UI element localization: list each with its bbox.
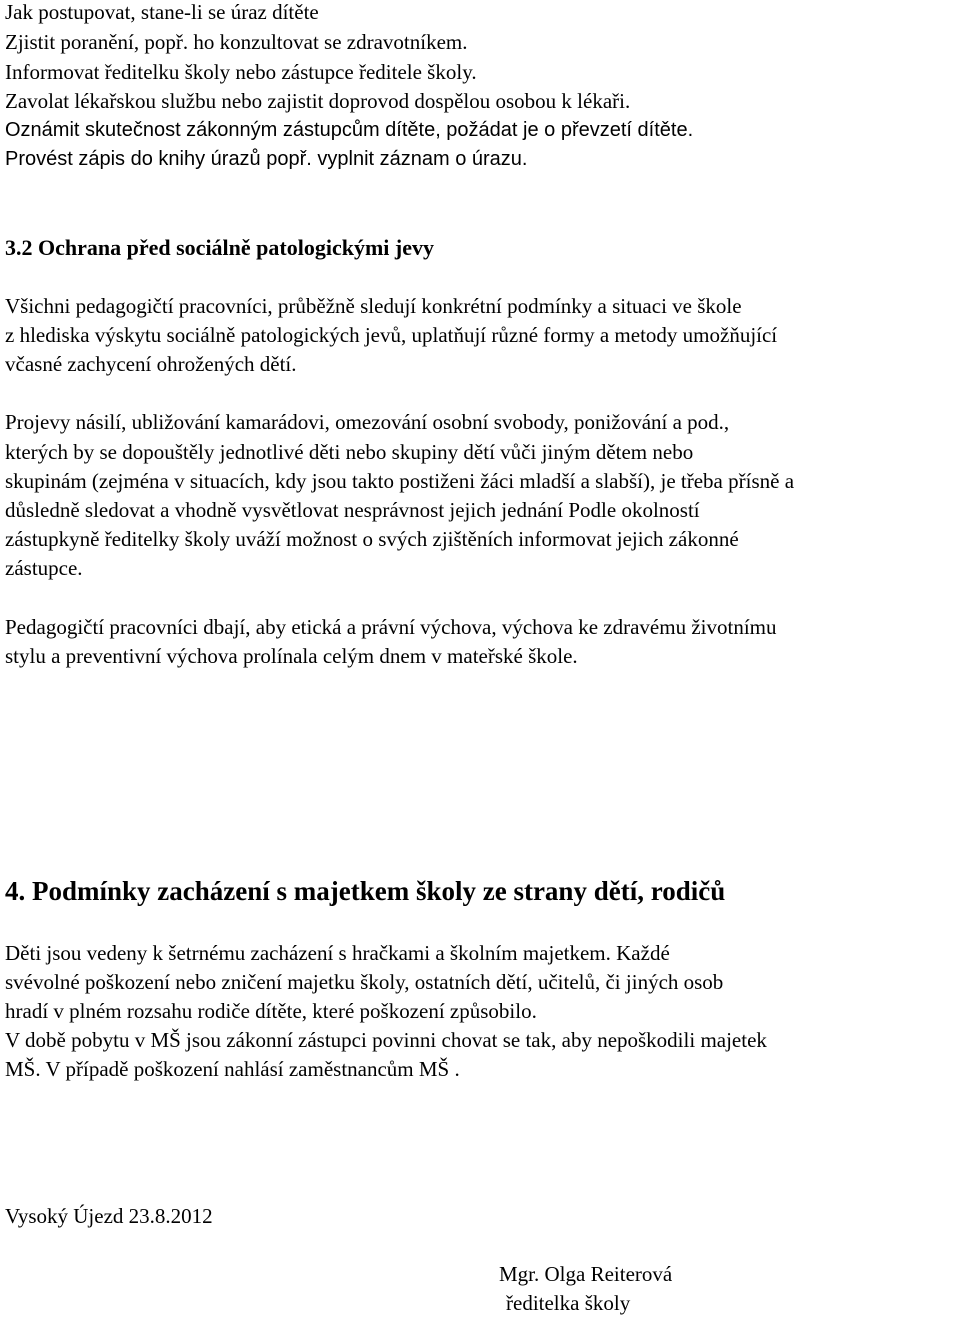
s32-p2-line-5: zástupkyně ředitelky školy uváží možnost o svých zjištěních informovat jejich zákonné	[5, 527, 739, 551]
injury-line-6: Provést zápis do knihy úrazů popř. vyplnit záznam o úrazu.	[5, 148, 528, 170]
injury-line-5: Oznámit skutečnost zákonným zástupcům dítěte, požádat je o převzetí dítěte.	[5, 119, 694, 141]
injury-line-3: Informovat ředitelku školy nebo zástupce ředitele školy.	[5, 60, 477, 84]
s32-p3-line-1: Pedagogičtí pracovníci dbají, aby etická a právní výchova, výchova ke zdravému životnímu	[5, 615, 777, 639]
s4-p1-line-1: Děti jsou vedeny k šetrnému zacházení s hračkami a školním majetkem. Každé	[5, 941, 670, 965]
section-4-heading: 4. Podmínky zacházení s majetkem školy ze strany dětí, rodičů	[5, 876, 726, 906]
injury-line-4: Zavolat lékařskou službu nebo zajistit doprovod dospělou osobou k lékaři.	[5, 89, 631, 113]
signature-name: Mgr. Olga Reiterová	[499, 1262, 673, 1286]
section-3-2-heading: 3.2 Ochrana před sociálně patologickými jevy	[5, 235, 434, 260]
s32-p2-line-6: zástupce.	[5, 556, 83, 580]
injury-line-2: Zjistit poranění, popř. ho konzultovat se zdravotníkem.	[5, 30, 468, 54]
s32-p2-line-2: kterých by se dopouštěly jednotlivé děti nebo skupiny dětí vůči jiným dětem nebo	[5, 440, 694, 464]
s4-p1-line-3: hradí v plném rozsahu rodiče dítěte, které poškození způsobilo.	[5, 999, 537, 1023]
s32-p1-line-1: Všichni pedagogičtí pracovníci, průběžně sledují konkrétní podmínky a situaci ve škole	[5, 294, 742, 318]
s32-p1-line-2: z hlediska výskytu sociálně patologických jevů, uplatňují různé formy a metody umožňující	[5, 323, 778, 347]
s32-p2-line-1: Projevy násilí, ubližování kamarádovi, omezování osobní svobody, ponižování a pod.,	[5, 410, 730, 434]
s4-p1-line-4: V době pobytu v MŠ jsou zákonní zástupci povinni chovat se tak, aby nepoškodili majetek	[5, 1028, 767, 1052]
s4-p1-line-2: svévolné poškození nebo zničení majetku školy, ostatních dětí, učitelů, či jiných osob	[5, 970, 724, 994]
s32-p2-line-3: skupinám (zejména v situacích, kdy jsou takto postiženi žáci mladší a slabší), je třeba přísně a	[5, 469, 795, 493]
injury-line-1: Jak postupovat, stane-li se úraz dítěte	[5, 0, 319, 24]
signature-role: ředitelka školy	[506, 1291, 631, 1315]
s4-p1-line-5: MŠ. V případě poškození nahlásí zaměstnancům MŠ .	[5, 1057, 460, 1081]
s32-p3-line-2: stylu a preventivní výchova prolínala celým dnem v mateřské škole.	[5, 644, 578, 668]
place-date: Vysoký Újezd 23.8.2012	[5, 1204, 213, 1228]
s32-p2-line-4: důsledně sledovat a vhodně vysvětlovat nesprávnost jejich jednání Podle okolností	[5, 498, 700, 522]
s32-p1-line-3: včasné zachycení ohrožených dětí.	[5, 352, 297, 376]
